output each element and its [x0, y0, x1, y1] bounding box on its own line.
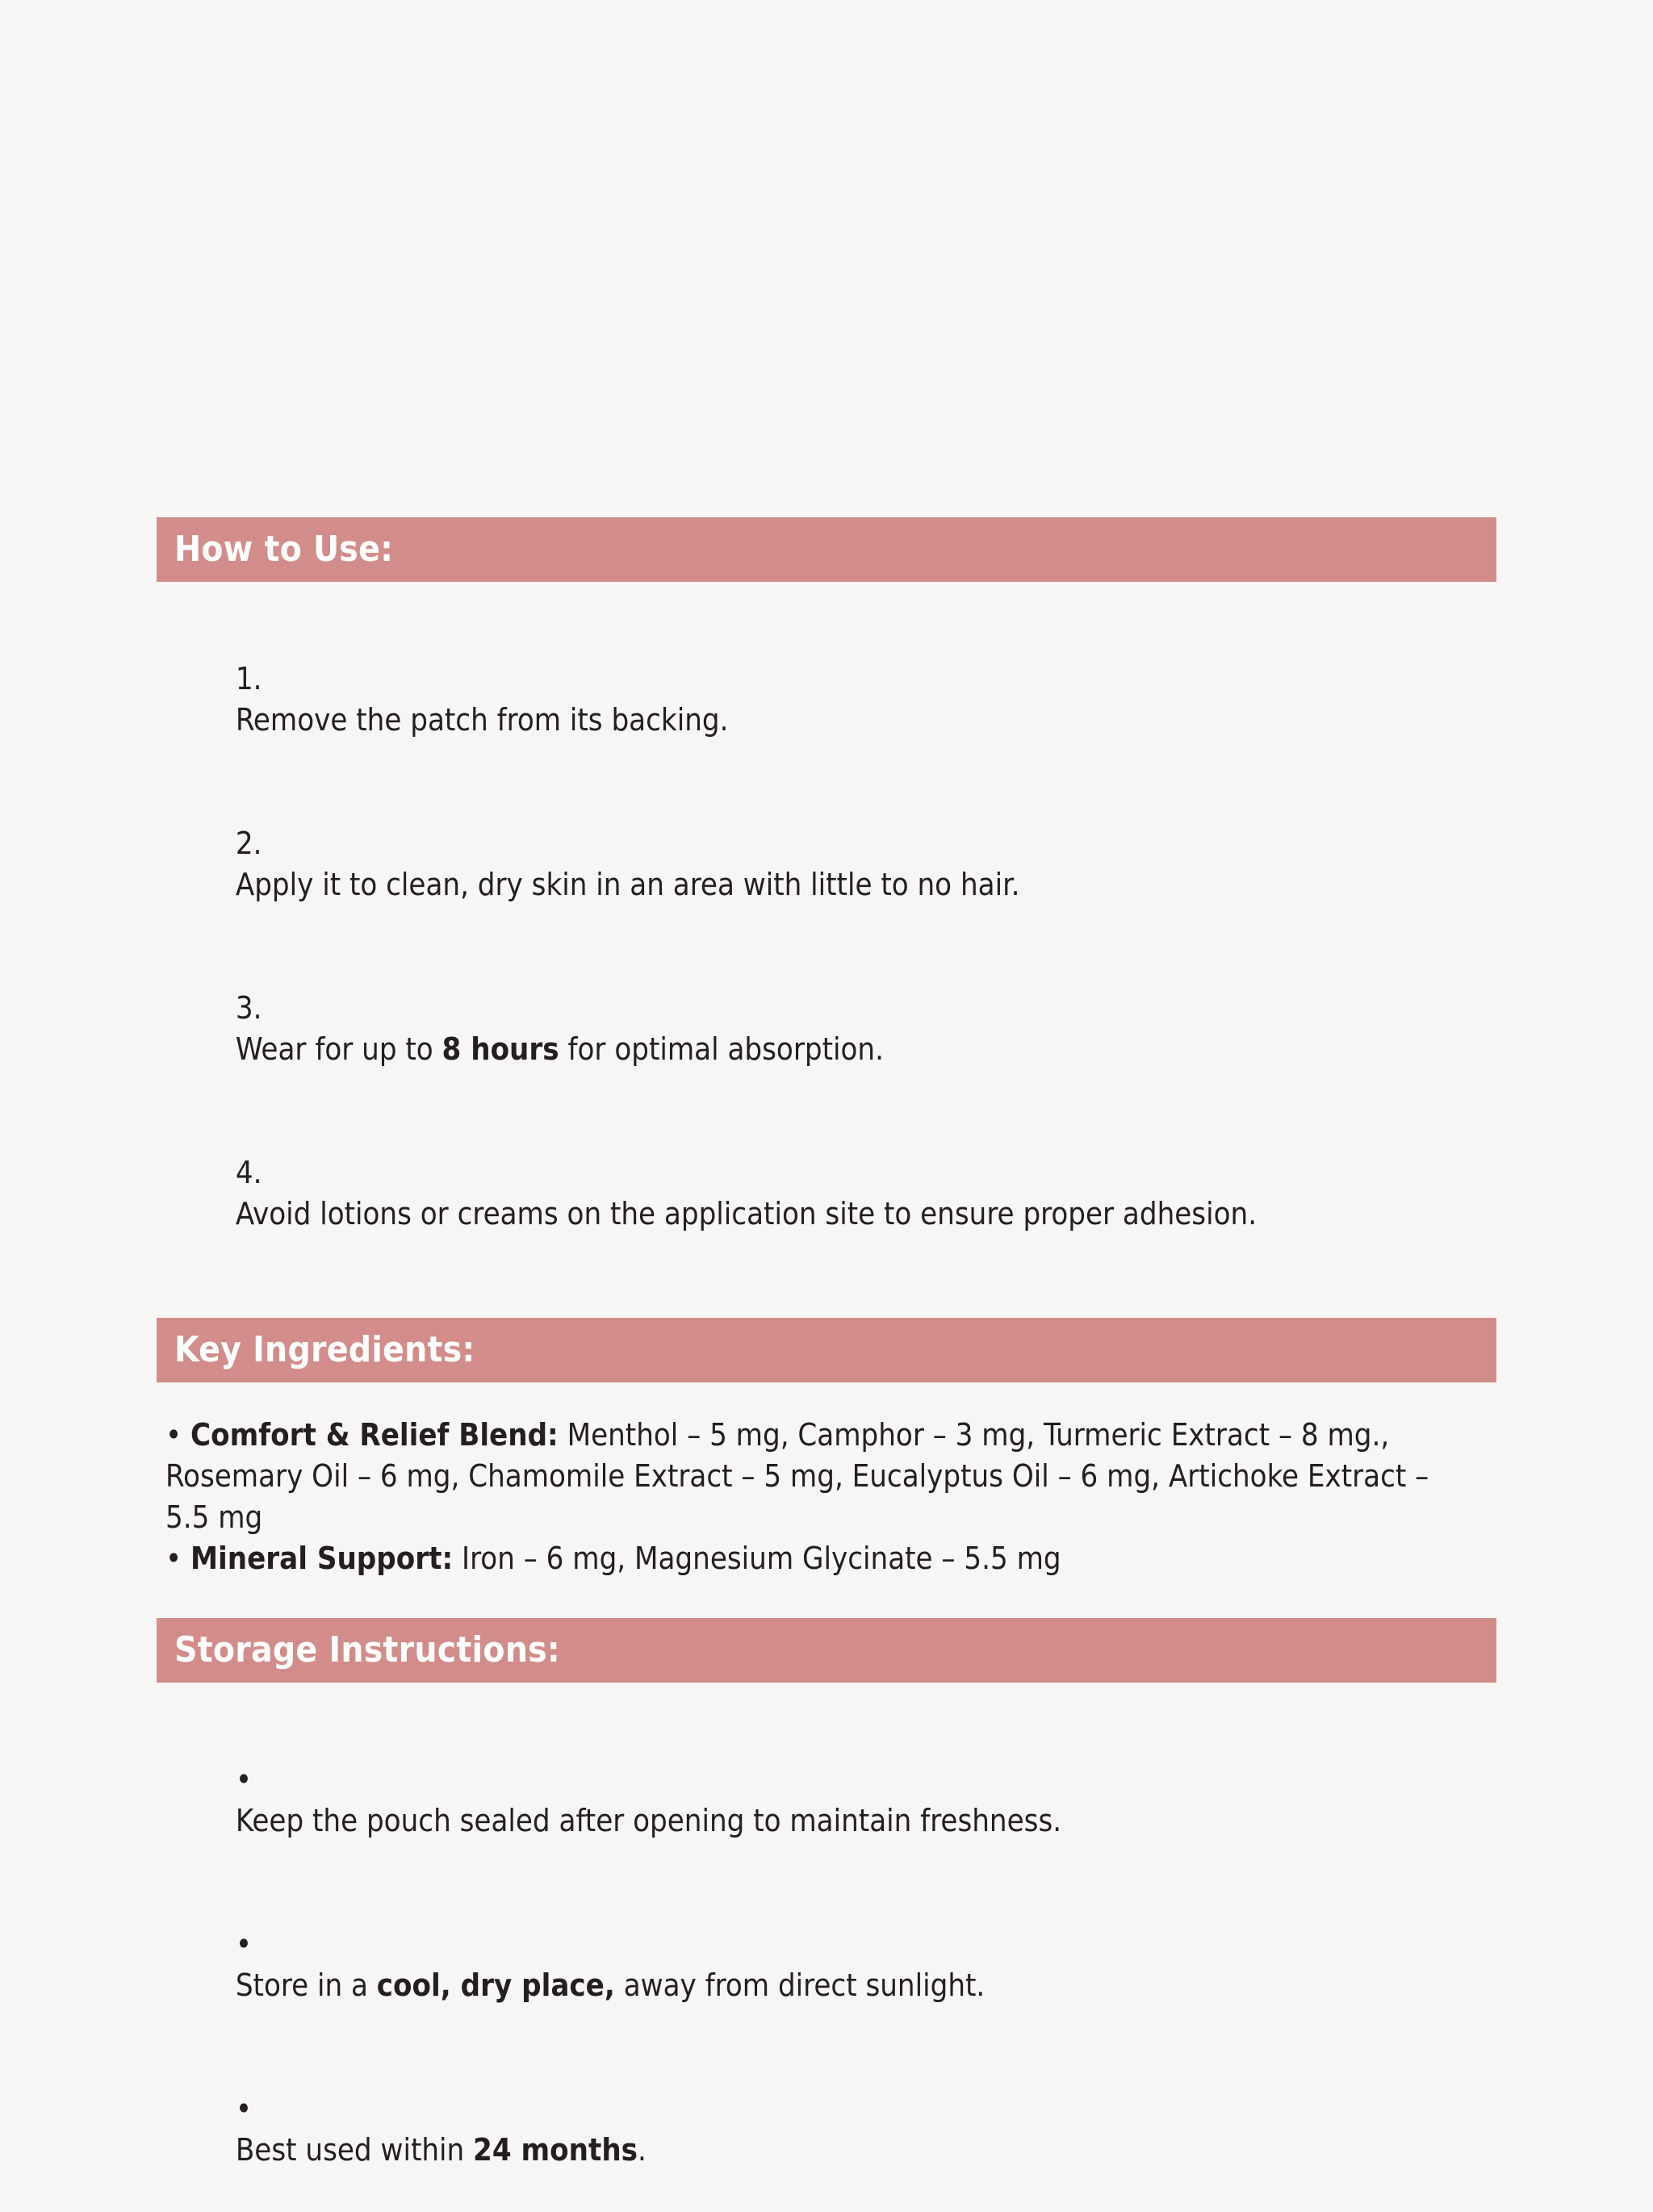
- step-text-pre: Apply it to clean, dry skin in an area with little to no hair.: [235, 867, 1020, 902]
- list-item: [165, 1883, 1496, 2047]
- storage-text-pre: Best used within: [235, 2132, 474, 2168]
- ingredient-group-value: Iron – 6 mg, Magnesium Glycinate – 5.5 mg: [453, 1541, 1061, 1576]
- storage-text-pre: Keep the pouch sealed after opening to maintain freshness.: [235, 1803, 1062, 1838]
- key-ingredients-list: [157, 1415, 1496, 1579]
- storage-text-bold: cool, dry place,: [376, 1967, 615, 2003]
- spacer: [157, 1276, 1496, 1318]
- ingredient-group-value: Menthol – 5 mg, Camphor – 3 mg, Turmeric Extract – 8 mg., Rosemary Oil – 6 mg, Chamomile Extract – 5 mg, Eucalyptus Oil – 6 mg, Artichoke Extract – 5.5 mg: [165, 1417, 1429, 1535]
- list-item: [165, 1718, 1496, 1883]
- ingredient-group-label: Mineral Support:: [190, 1541, 454, 1576]
- bullet-glyph: •: [235, 1762, 253, 1797]
- spacer: [157, 582, 1496, 617]
- section-header-how-to-use: [157, 517, 1496, 582]
- list-item: [165, 617, 1496, 782]
- how-to-use-steps: [157, 617, 1496, 1276]
- section-header-storage-instructions: [157, 1618, 1496, 1683]
- spacer: [157, 1579, 1496, 1618]
- list-item: [165, 1415, 1457, 1538]
- step-text-pre: Remove the patch from its backing.: [235, 702, 729, 738]
- section-header-key-ingredients: [157, 1318, 1496, 1382]
- section-title-key-ingredients: Key Ingredients:: [174, 1329, 475, 1370]
- label-content: [157, 517, 1496, 2212]
- ingredient-group-label: Comfort & Relief Blend:: [190, 1417, 559, 1453]
- list-item: [165, 2047, 1496, 2212]
- list-item: [165, 782, 1496, 947]
- storage-text-bold: 24 months: [473, 2132, 638, 2168]
- bullet-glyph: •: [235, 1926, 253, 1962]
- storage-instructions-list: [157, 1718, 1496, 2212]
- step-text-pre: Avoid lotions or creams on the application site to ensure proper adhesion.: [235, 1196, 1258, 1231]
- step-text-post: for optimal absorption.: [559, 1031, 884, 1067]
- bullet-glyph: •: [165, 1417, 182, 1453]
- section-title-how-to-use: How to Use:: [174, 529, 394, 570]
- spacer: [157, 1382, 1496, 1415]
- bullet-glyph: •: [235, 2091, 253, 2126]
- step-number: 3.: [235, 990, 262, 1026]
- section-title-storage-instructions: Storage Instructions:: [174, 1629, 560, 1670]
- spacer: [157, 1683, 1496, 1718]
- list-item: [165, 1538, 1457, 1579]
- bullet-glyph: •: [165, 1541, 182, 1576]
- storage-text-pre: Store in a: [235, 1967, 377, 2003]
- step-number: 1.: [235, 661, 262, 696]
- storage-text-post: away from direct sunlight.: [614, 1967, 986, 2003]
- step-text-bold: 8 hours: [441, 1031, 559, 1067]
- step-number: 4.: [235, 1155, 262, 1190]
- list-item: [165, 947, 1496, 1111]
- storage-text-post: .: [638, 2132, 647, 2168]
- step-text-pre: Wear for up to: [235, 1031, 442, 1067]
- list-item: [165, 1111, 1496, 1276]
- step-number: 2.: [235, 826, 262, 861]
